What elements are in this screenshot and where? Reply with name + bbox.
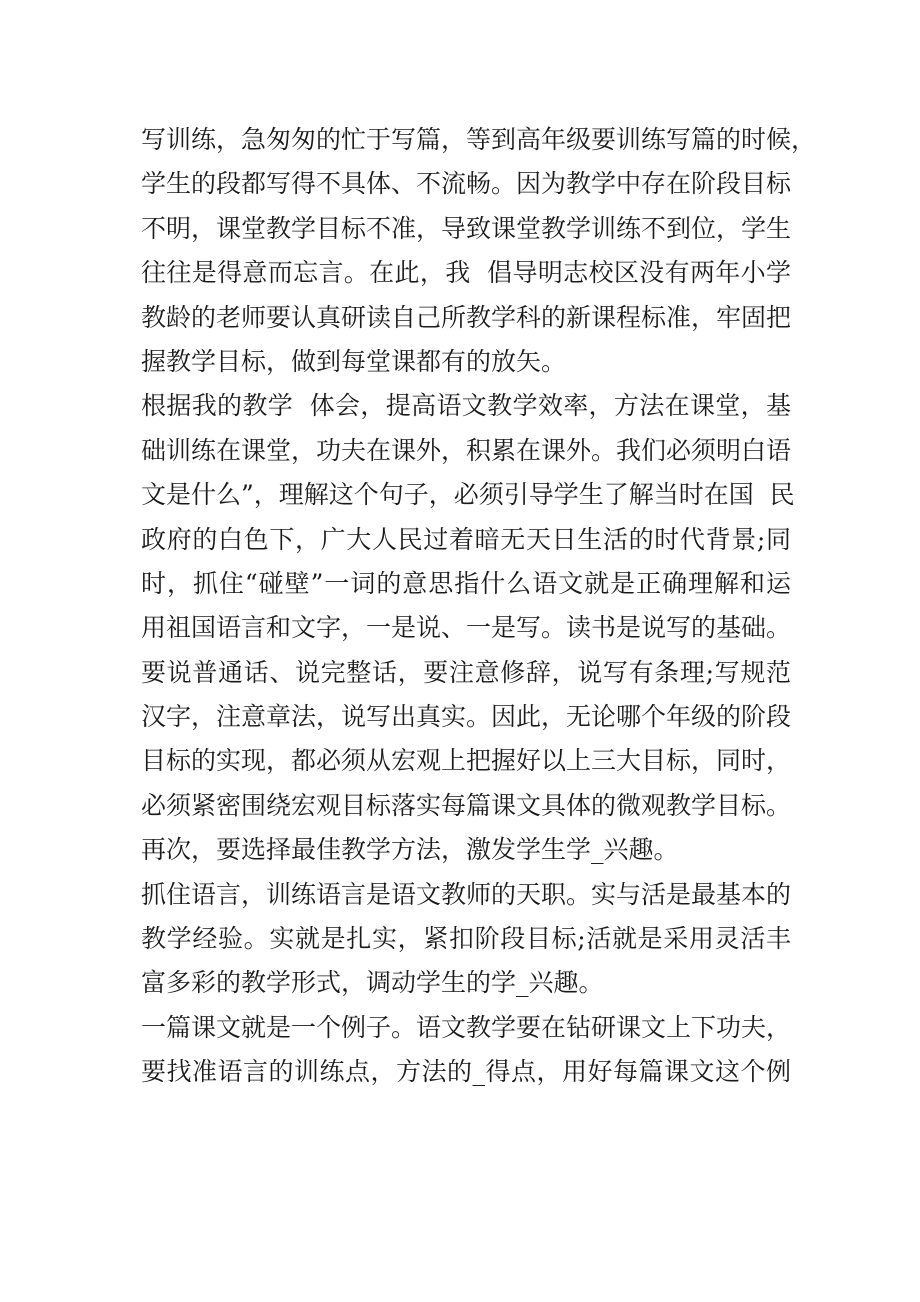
paragraph-1 (141, 118, 817, 384)
body-text (141, 118, 817, 1095)
text-line: 要找准语言的训练点，方法的_得点，用好每篇课文这个例 (141, 1057, 791, 1087)
text-line: 文是什么”，理解这个句子，必须引导学生了解当时在国 民 (141, 480, 795, 510)
text-line: 目标的实现，都必须从宏观上把握好以上三大目标，同时， (141, 746, 792, 776)
text-line: 教学经验。实就是扎实，紧扣阶段目标;活就是采用灵活丰 (141, 924, 791, 954)
text-line: 一篇课文就是一个例子。语文教学要在钻研课文上下功夫， (141, 1012, 792, 1042)
text-line: 握教学目标，做到每堂课都有的放矢。 (141, 346, 567, 376)
text-line: 根据我的教学 体会，提高语文教学效率，方法在课堂，基 (141, 391, 791, 421)
paragraph-4 (141, 1006, 791, 1095)
text-line: 必须紧密围绕宏观目标落实每篇课文具体的微观教学目标。 (141, 790, 792, 820)
text-line: 要说普通话、说完整话，要注意修辞，说写有条理;写规范 (141, 657, 791, 687)
text-line: 用祖国语言和文字，一是说、一是写。读书是说写的基础。 (141, 613, 792, 643)
text-line: 时，抓住“碰壁”一词的意思指什么语文就是正确理解和运 (141, 568, 791, 598)
paragraph-3 (141, 873, 791, 1006)
text-line: 写训练，急匆匆的忙于写篇，等到高年级要训练写篇的时候， (141, 125, 817, 154)
text-line: 不明，课堂教学目标不准，导致课堂教学训练不到位，学生 (141, 213, 792, 243)
paragraph-2 (141, 384, 795, 872)
text-line: 学生的段都写得不具体、不流畅。因为教学中存在阶段目标 (141, 169, 792, 199)
text-line: 再次，要选择最佳教学方法，激发学生学_兴趣。 (141, 835, 679, 865)
text-line: 富多彩的教学形式，调动学生的学_兴趣。 (141, 968, 604, 998)
text-line: 抓住语言，训练语言是语文教师的天职。实与活是最基本的 (141, 879, 792, 909)
text-line: 往往是得意而忘言。在此，我 倡导明志校区没有两年小学 (141, 258, 791, 288)
text-line: 教龄的老师要认真研读自己所教学科的新课程标准，牢固把 (141, 302, 792, 332)
text-line: 汉字，注意章法，说写出真实。因此，无论哪个年级的阶段 (141, 702, 792, 732)
text-line: 政府的白色下，广大人民过着暗无天日生活的时代背景;同 (141, 524, 791, 554)
text-line: 础训练在课堂，功夫在课外，积累在课外。我们必须明白语 (141, 435, 792, 465)
